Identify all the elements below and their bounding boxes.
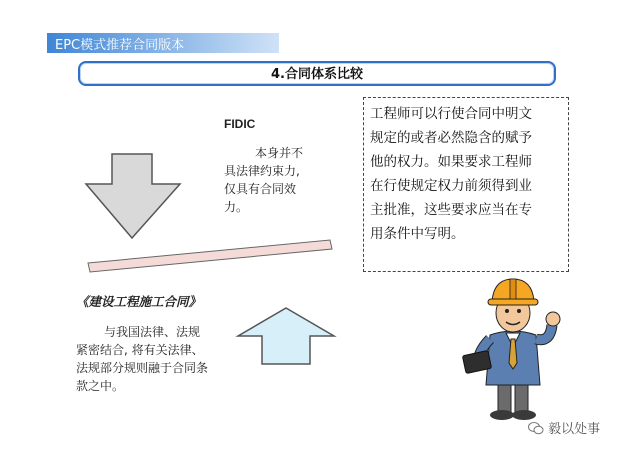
- note-line: 用条件中写明。: [370, 226, 465, 242]
- fidic-line: 仅具有合同效: [224, 182, 297, 196]
- note-line: 规定的或者必然隐含的赋予: [370, 130, 532, 146]
- header-bar: [47, 33, 279, 53]
- section-title-box: [78, 61, 556, 86]
- watermark: [528, 418, 600, 437]
- fidic-line: 具法律约束力,: [224, 164, 300, 178]
- note-line: 在行使规定权力前须得到业: [370, 178, 532, 194]
- note-line: 他的权力。如果要求工程师: [370, 154, 532, 170]
- down-arrow-icon: [84, 152, 184, 242]
- fidic-line: 本身并不: [255, 146, 304, 160]
- contract-line: 紧密结合, 将有关法律、: [76, 343, 204, 357]
- contract-title: 《建设工程施工合同》: [76, 294, 202, 309]
- fidic-line: 力。: [224, 200, 249, 214]
- wechat-icon: [528, 421, 544, 435]
- divider-bar: [84, 236, 336, 276]
- header-title: EPC模式推荐合同版本: [55, 38, 185, 53]
- watermark-text: 毅以处事: [548, 422, 601, 437]
- fidic-title: FIDIC: [224, 117, 256, 131]
- contract-line: 与我国法律、法规: [104, 325, 201, 339]
- contract-line: 法规部分规则融于合同条: [76, 361, 209, 375]
- note-line: 主批准，这些要求应当在专: [370, 202, 532, 218]
- up-arrow-icon: [234, 306, 338, 366]
- contract-line: 款之中。: [76, 379, 125, 393]
- section-title: 4.合同体系比较: [271, 67, 363, 82]
- engineer-cartoon-icon: [460, 273, 570, 421]
- note-box: [363, 97, 569, 272]
- note-line: 工程师可以行使合同中明文: [370, 106, 532, 122]
